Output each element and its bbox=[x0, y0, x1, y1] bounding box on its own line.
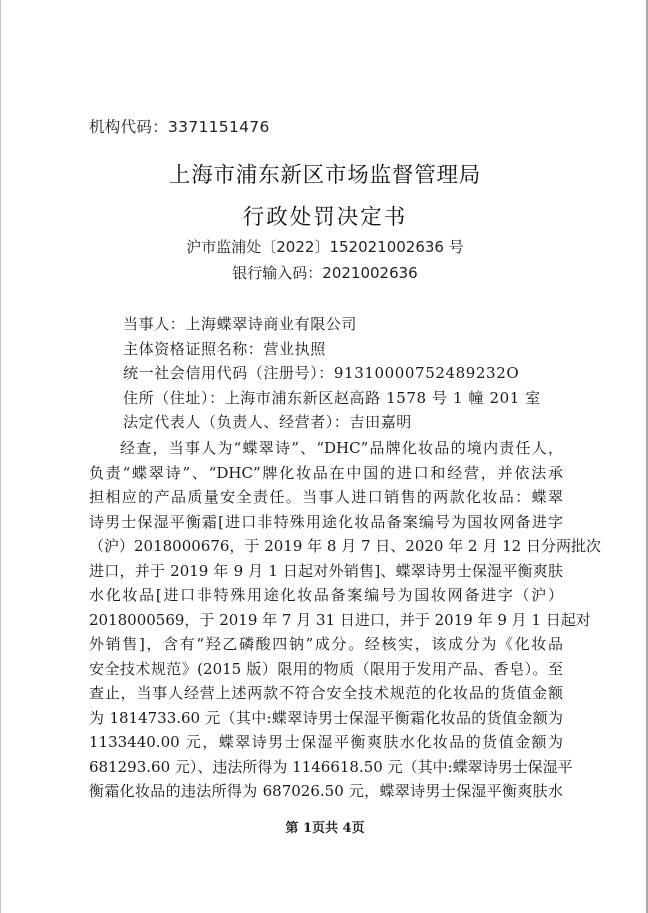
bank-input-code: 银行输入码：2021002636 bbox=[232, 264, 418, 282]
findings-paragraph bbox=[89, 436, 601, 804]
credit-code: 统一社会信用代码（注册号）：91310000752489232O bbox=[123, 364, 520, 382]
paragraph-line: （沪）2018000676，于 2019 年 8 月 7 日、2020 年 2 月 12 日分两批次 bbox=[89, 537, 601, 555]
legal-representative: 法定代表人（负责人、经营者）：吉田嘉明 bbox=[123, 413, 412, 431]
paragraph-line: 681293.60 元）、违法所得为 1146618.50 元（其中:蝶翠诗男士保湿平 bbox=[89, 757, 573, 776]
document-number: 沪市监浦处〔2022〕152021002636 号 bbox=[186, 238, 464, 256]
paragraph-line: 1133440.00 元，蝶翠诗男士保湿平衡爽肤水化妆品的货值金额为 bbox=[89, 733, 563, 751]
paragraph-line: 为 1814733.60 元（其中:蝶翠诗男士保湿平衡霜化妆品的货值金额为 bbox=[89, 708, 563, 727]
paragraph-line: 进口，并于 2019 年 9 月 1 日起对外销售]、蝶翠诗男士保湿平衡爽肤 bbox=[89, 561, 563, 580]
paragraph-line: 外销售]，含有“羟乙磷酸四钠”成分。经核实，该成分为《化妆品 bbox=[89, 635, 563, 653]
organization-code: 机构代码：3371151476 bbox=[89, 118, 270, 136]
address: 住所（住址）：上海市浦东新区赵高路 1578 号 1 幢 201 室 bbox=[123, 388, 541, 407]
paragraph-line: 水化妆品[进口非特殊用途化妆品备案编号为国妆网备进字（沪） bbox=[89, 586, 563, 604]
license-name: 主体资格证照名称：营业执照 bbox=[123, 339, 326, 358]
page-indicator: 第 1页共 4页 bbox=[285, 821, 365, 836]
paragraph-line: 诗男士保湿平衡霜[进口非特殊用途化妆品备案编号为国妆网备进字 bbox=[89, 512, 563, 531]
issuing-authority-title: 上海市浦东新区市场监督管理局 bbox=[168, 163, 482, 188]
paragraph-line: 经查，当事人为“蝶翠诗”、“DHC”品牌化妆品的境内责任人， bbox=[120, 439, 563, 457]
paragraph-line: 2018000569，于 2019 年 7 月 31 日进口，并于 2019 年 9 月 1 日起对 bbox=[89, 610, 591, 629]
document-type-title: 行政处罚决定书 bbox=[242, 205, 408, 230]
paragraph-line: 查止，当事人经营上述两款不符合安全技术规范的化妆品的货值金额 bbox=[89, 684, 563, 702]
paragraph-line: 担相应的产品质量安全责任。当事人进口销售的两款化妆品：蝶翠 bbox=[89, 488, 563, 506]
paragraph-line: 负责“蝶翠诗”、“DHC”牌化妆品在中国的进口和经营，并依法承 bbox=[89, 463, 563, 482]
party-name: 当事人：上海蝶翠诗商业有限公司 bbox=[123, 315, 358, 333]
party-information bbox=[123, 312, 593, 435]
paragraph-line: 衡霜化妆品的违法所得为 687026.50 元，蝶翠诗男士保湿平衡爽肤水 bbox=[89, 782, 563, 800]
paragraph-line: 安全技术规范》(2015 版）限用的物质（限用于发用产品、香皂）。至 bbox=[89, 659, 563, 678]
